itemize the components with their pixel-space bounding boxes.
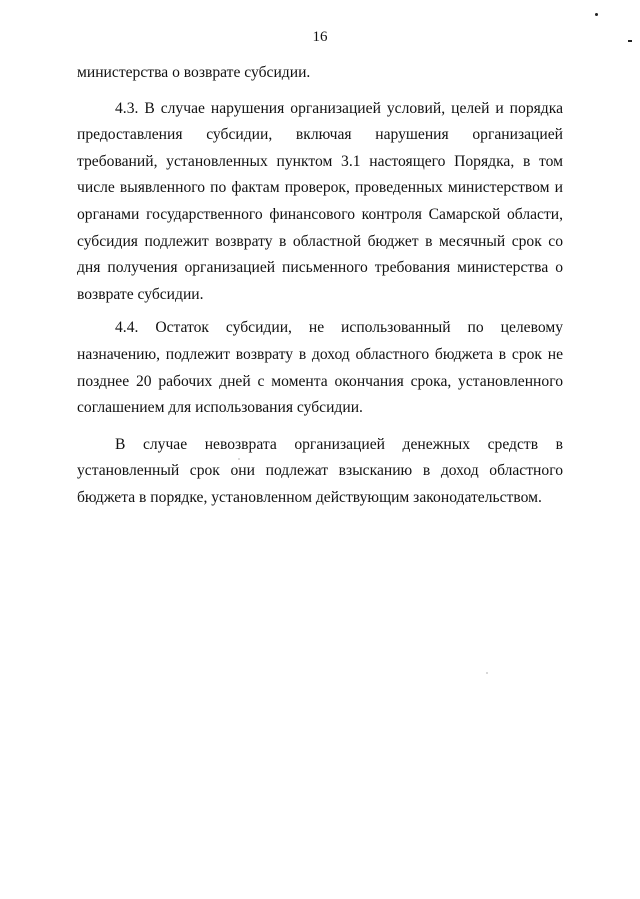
scan-speck-mark <box>486 672 488 674</box>
paragraph-continuation: министерства о возврате субсидии. <box>77 64 311 81</box>
paragraph-nonreturn: В случае невозврата организацией денежных средств в установленный срок они подлежат взысканию в доход областного бюджета в порядке, установленном действующим законодательством. <box>77 435 563 506</box>
paragraph-clause-4-4: 4.4. Остаток субсидии, не использованный по целевому назначению, подлежит возврату в доход областного бюджета в срок не позднее 20 рабочих дней с момента окончания срока, установленного соглашением для использования субсидии. <box>77 319 563 417</box>
paragraph-clause-4-3: 4.3. В случае нарушения организацией условий, целей и порядка предоставления субсидии, включая нарушения организацией требований, установленных пунктом 3.1 настоящего Порядка, в том числе выявленного по фактам проверок, проведенных министерством и органами государственного финансового контроля Самарской области, субсидия подлежит возврату в областной бюджет в месячный срок со дня получения организацией письменного требования министерства о возврате субсидии. <box>77 99 563 303</box>
scan-speck-mark <box>595 13 598 16</box>
document-body <box>77 60 563 512</box>
page-number: 16 <box>312 29 328 45</box>
